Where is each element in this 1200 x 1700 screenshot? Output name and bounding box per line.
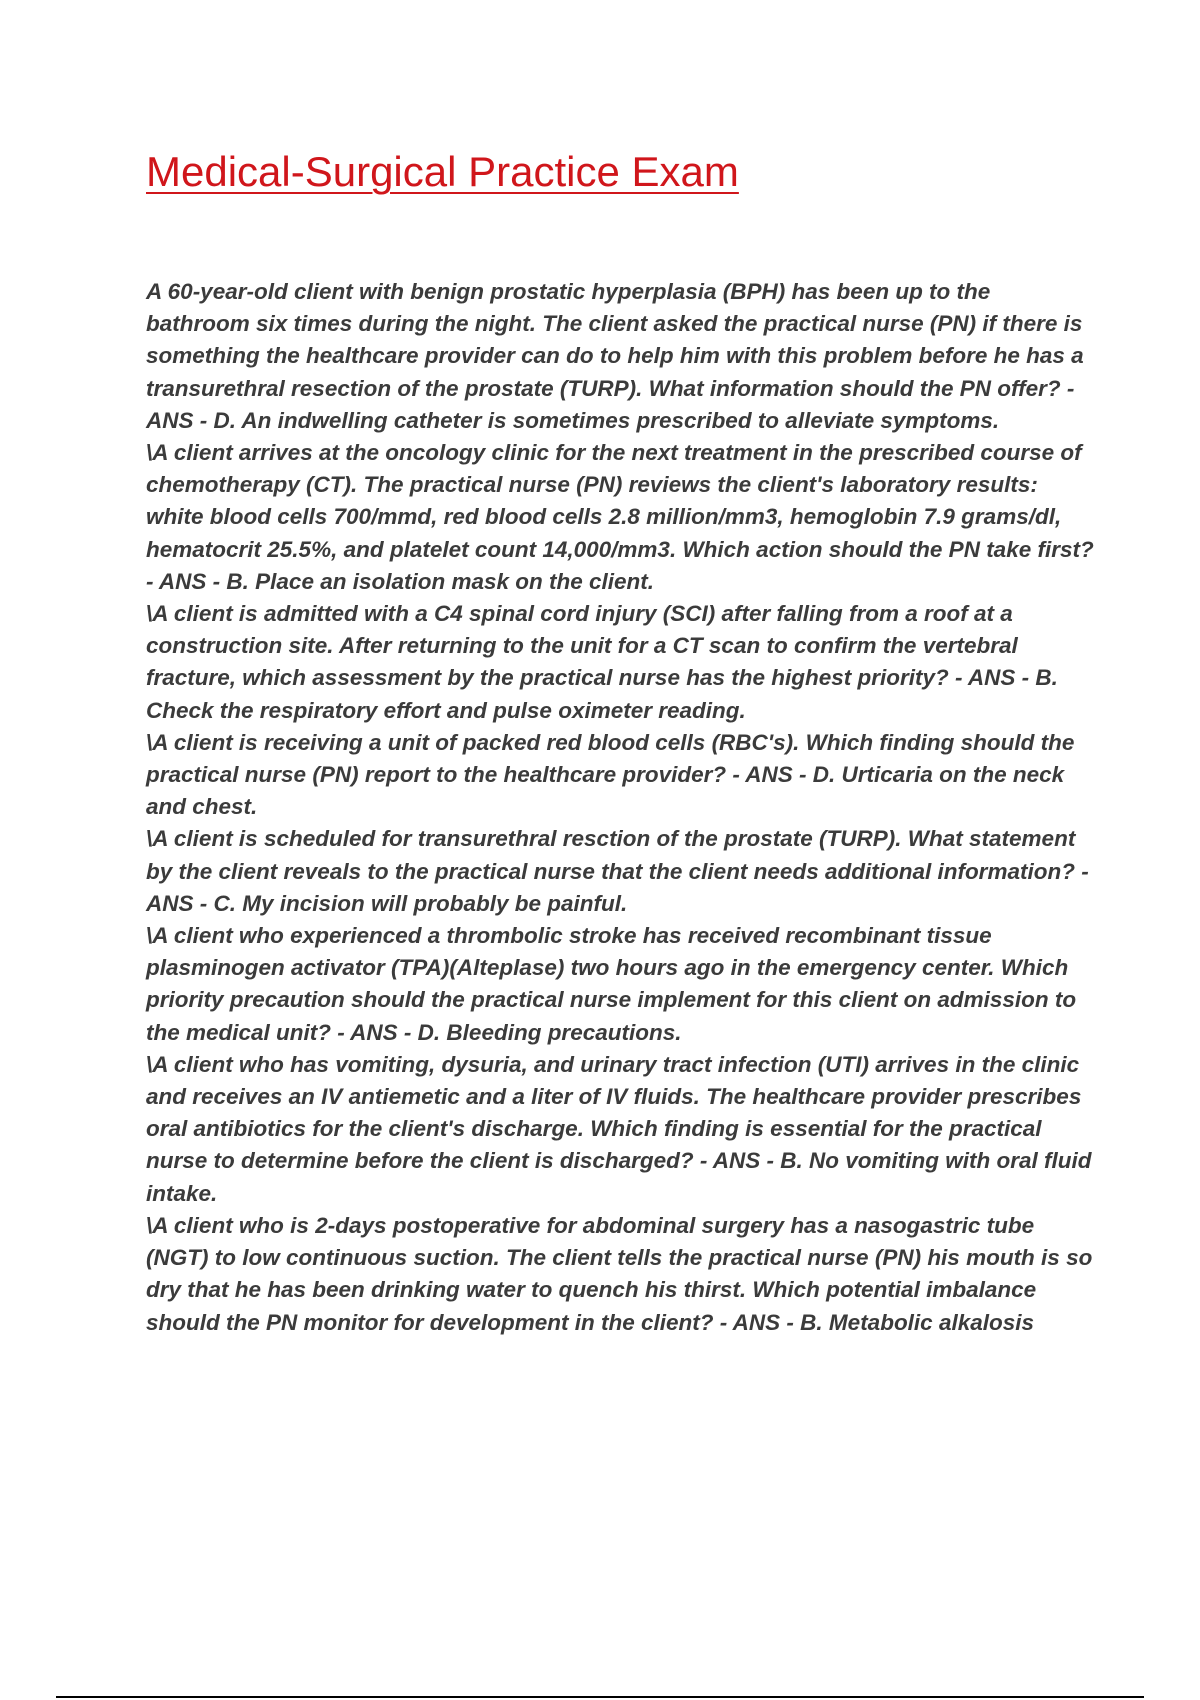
question-item: \A client is scheduled for transurethral resction of the prostate (TURP). What statement by the client reveals to the practical nurse that the client needs additional information? - ANS - C. My incision will probably be painful. (146, 826, 1089, 916)
question-item: \A client is admitted with a C4 spinal cord injury (SCI) after falling from a roof at a construction site. After returning to the unit for a CT scan to confirm the vertebral fracture, which assessment by the practical nurse has the highest priority? - ANS - B. Check the respiratory effort and pulse oximeter reading. (146, 601, 1058, 723)
footer-divider (56, 1696, 1144, 1698)
question-item: \A client arrives at the oncology clinic for the next treatment in the prescribed course of chemotherapy (CT). The practical nurse (PN) reviews the client's laboratory results: white blood cells 700/mmd, red blood cells 2.8 million/mm3, hemoglobin 7.9 grams/dl, hematocrit 25.5%, and platelet count 14,000/mm3. Which action should the PN take first? - ANS - B. Place an isolation mask on the client. (146, 440, 1094, 594)
question-list (146, 276, 1096, 1339)
document-title: Medical-Surgical Practice Exam (146, 148, 739, 195)
question-item: A 60-year-old client with benign prostatic hyperplasia (BPH) has been up to the bathroom six times during the night. The client asked the practical nurse (PN) if there is something the healthcare provider can do to help him with this problem before he has a transurethral resection of the prostate (TURP). What information should the PN offer? - ANS - D. An indwelling catheter is sometimes prescribed to alleviate symptoms. (146, 279, 1084, 433)
question-item: \A client is receiving a unit of packed red blood cells (RBC's). Which finding should the practical nurse (PN) report to the healthcare provider? - ANS - D. Urticaria on the neck and chest. (146, 729, 1075, 820)
question-item: \A client who is 2-days postoperative for abdominal surgery has a nasogastric tube (NGT) to low continuous suction. The client tells the practical nurse (PN) his mouth is so dry that he has been drinking water to quench his thirst. Which potential imbalance should the PN monitor for development in the client? - ANS - B. Metabolic alkalosis (146, 1212, 1093, 1335)
question-item: \A client who experienced a thrombolic stroke has received recombinant tissue plasminogen activator (TPA)(Alteplase) two hours ago in the emergency center. Which priority precaution should the practical nurse implement for this client on admission to the medical unit? - ANS - D. Bleeding precautions. (146, 923, 1077, 1045)
question-item: \A client who has vomiting, dysuria, and urinary tract infection (UTI) arrives in the clinic and receives an IV antiemetic and a liter of IV fluids. The healthcare provider prescribes oral antibiotics for the client's discharge. Which finding is essential for the practical nurse to determine before the client is discharged? - ANS - B. No vomiting with oral fluid intake. (146, 1051, 1092, 1206)
